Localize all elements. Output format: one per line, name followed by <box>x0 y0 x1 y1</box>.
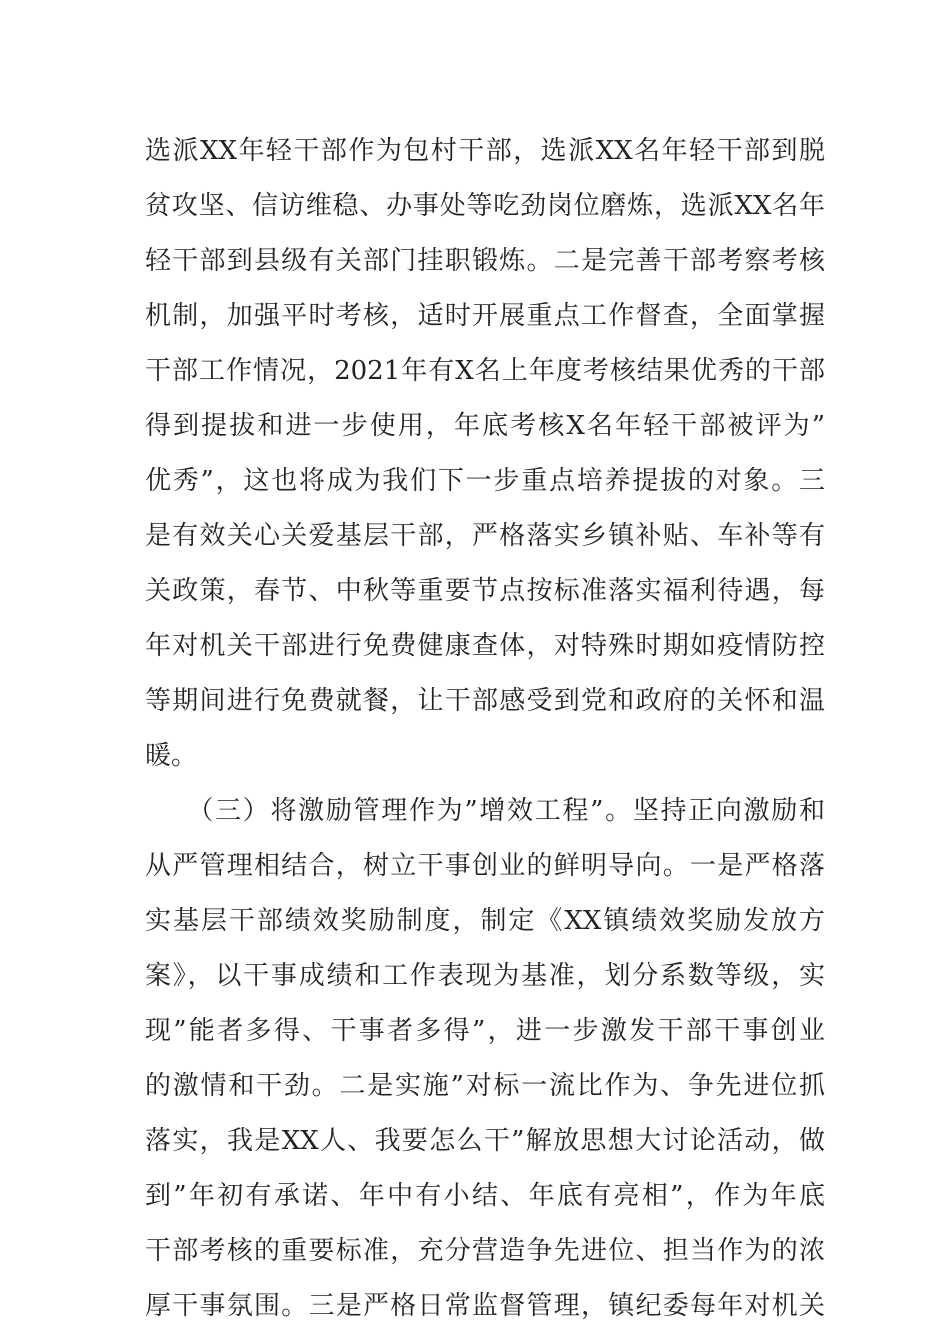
text-line: 的激情和干劲。二是实施”对标一流比作为、争先进位抓 <box>145 1071 825 1101</box>
text-line: 干部考核的重要标准，充分营造争先进位、担当作为的浓 <box>145 1236 825 1266</box>
text-line: 得到提拔和进一步使用，年底考核X名年轻干部被评为” <box>145 411 825 441</box>
text-line: 现”能者多得、干事者多得”，进一步激发干部干事创业 <box>145 1016 825 1046</box>
text-line: 等期间进行免费就餐，让干部感受到党和政府的关怀和温 <box>145 686 825 716</box>
text-line: 厚干事氛围。三是严格日常监督管理，镇纪委每年对机关 <box>145 1291 825 1321</box>
text-line: 案》，以干事成绩和工作表现为基准，划分系数等级，实 <box>145 961 825 991</box>
text-line: 轻干部到县级有关部门挂职锻炼。二是完善干部考察考核 <box>145 246 825 276</box>
text-line: 关政策，春节、中秋等重要节点按标准落实福利待遇，每 <box>145 576 825 606</box>
text-line: 选派XX年轻干部作为包村干部，选派XX名年轻干部到脱 <box>145 136 825 166</box>
text-line: 是有效关心关爱基层干部，严格落实乡镇补贴、车补等有 <box>145 521 825 551</box>
text-line: 到”年初有承诺、年中有小结、年底有亮相”，作为年底 <box>145 1181 825 1211</box>
text-line: 贫攻坚、信访维稳、办事处等吃劲岗位磨炼，选派XX名年 <box>145 191 825 221</box>
text-line: 年对机关干部进行免费健康查体，对特殊时期如疫情防控 <box>145 631 825 661</box>
paragraph-2 <box>145 784 825 1334</box>
text-line: 暖。 <box>145 741 198 771</box>
text-line: 机制，加强平时考核，适时开展重点工作督查，全面掌握 <box>145 301 825 331</box>
text-line: 实基层干部绩效奖励制度，制定《XX镇绩效奖励发放方 <box>145 906 825 936</box>
text-line: （三）将激励管理作为”增效工程”。坚持正向激励和 <box>145 796 825 826</box>
paragraph-1 <box>145 124 825 784</box>
text-line: 落实，我是XX人、我要怎么干”解放思想大讨论活动，做 <box>145 1126 825 1156</box>
text-line: 干部工作情况，2021年有X名上年度考核结果优秀的干部 <box>145 356 825 386</box>
text-line: 从严管理相结合，树立干事创业的鲜明导向。一是严格落 <box>145 851 825 881</box>
text-line: 优秀”，这也将成为我们下一步重点培养提拔的对象。三 <box>145 466 825 496</box>
document-body <box>145 124 825 1334</box>
